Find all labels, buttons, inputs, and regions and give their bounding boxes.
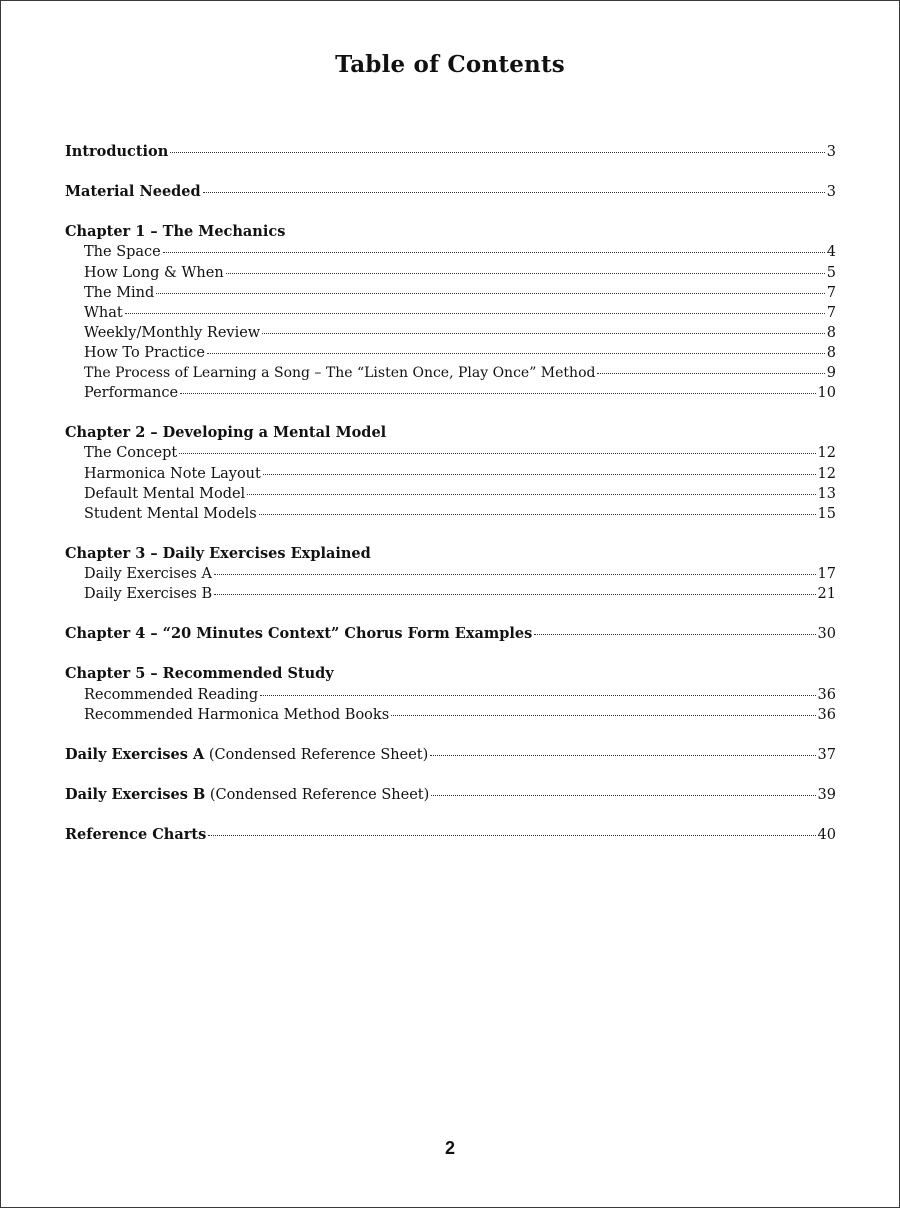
toc-entry-label: Performance — [84, 385, 179, 402]
dot-leader — [597, 373, 824, 374]
toc-page-number: 7 — [826, 284, 836, 301]
toc-page-number: 37 — [817, 746, 836, 763]
toc-entry-chapter-4[interactable] — [65, 624, 836, 644]
toc-page-number: 17 — [817, 565, 836, 582]
toc-entry-label: Material Needed — [65, 183, 201, 201]
toc-entry-label-bold: Daily Exercises A — [65, 745, 205, 763]
table-of-contents — [65, 142, 836, 845]
toc-subentry[interactable] — [65, 584, 836, 604]
toc-entry-label: Default Mental Model — [84, 485, 246, 502]
chapter-heading-label: Chapter 3 – Daily Exercises Explained — [65, 544, 371, 562]
dot-leader — [534, 634, 815, 635]
toc-page-number: 30 — [817, 626, 836, 643]
dot-leader — [260, 695, 815, 696]
dot-leader — [259, 514, 816, 515]
toc-page-number: 5 — [826, 264, 836, 281]
dot-leader — [179, 453, 815, 454]
chapter-heading-label: Chapter 2 – Developing a Mental Model — [65, 424, 387, 442]
toc-subentry[interactable] — [65, 343, 836, 363]
toc-entry-label: What — [84, 304, 123, 321]
toc-entry-label: Recommended Harmonica Method Books — [84, 706, 390, 723]
toc-page-number: 12 — [817, 465, 836, 482]
toc-entry-label: Reference Charts — [65, 826, 207, 844]
toc-subentry[interactable] — [65, 443, 836, 463]
toc-page-number: 36 — [817, 706, 836, 723]
toc-subentry[interactable] — [65, 242, 836, 262]
toc-subentry[interactable] — [65, 685, 836, 705]
toc-entry-label: How Long & When — [84, 264, 224, 281]
toc-entry-label-note: (Condensed Reference Sheet) — [209, 787, 430, 803]
toc-page-number: 8 — [826, 324, 836, 341]
toc-entry-introduction[interactable] — [65, 142, 836, 162]
dot-leader — [163, 252, 825, 253]
dot-leader — [431, 795, 815, 796]
toc-page-number: 8 — [826, 344, 836, 361]
dot-leader — [125, 313, 825, 314]
toc-entry-label — [65, 745, 428, 765]
toc-page-number: 36 — [817, 686, 836, 703]
toc-page-number: 21 — [817, 586, 836, 603]
dot-leader — [214, 594, 815, 595]
chapter-heading-label: Chapter 1 – The Mechanics — [65, 223, 286, 241]
toc-entry-label-note: (Condensed Reference Sheet) — [208, 746, 429, 763]
dot-leader — [262, 333, 825, 334]
dot-leader — [214, 574, 816, 575]
dot-leader — [156, 293, 824, 294]
toc-entry-label: How To Practice — [84, 344, 205, 361]
toc-subentry[interactable] — [65, 383, 836, 403]
toc-entry-material-needed[interactable] — [65, 182, 836, 202]
toc-entry-label: Introduction — [65, 143, 169, 160]
toc-entry-label: Chapter 4 – “20 Minutes Context” Chorus Form Examples — [65, 625, 533, 643]
toc-page-number: 13 — [817, 485, 836, 502]
toc-entry-label: Recommended Reading — [84, 686, 259, 703]
toc-subentry[interactable] — [65, 323, 836, 343]
toc-page-number: 15 — [817, 505, 836, 522]
chapter-heading-1 — [65, 222, 836, 242]
chapter-heading-2 — [65, 423, 836, 443]
dot-leader — [247, 494, 815, 495]
toc-subentry[interactable] — [65, 283, 836, 303]
page-title: Table of Contents — [335, 51, 565, 78]
toc-page-number: 40 — [817, 827, 836, 844]
chapter-heading-label: Chapter 5 – Recommended Study — [65, 665, 334, 683]
toc-page-number: 39 — [817, 787, 836, 803]
toc-entry-daily-exercises-a-sheet[interactable] — [65, 745, 836, 765]
toc-entry-label: The Process of Learning a Song – The “Listen Once, Play Once” Method — [84, 365, 596, 382]
toc-entry-label — [65, 785, 429, 805]
dot-leader — [430, 755, 815, 756]
toc-subentry[interactable] — [65, 484, 836, 504]
dot-leader — [226, 273, 825, 274]
dot-leader — [263, 474, 816, 475]
toc-page-number: 12 — [817, 445, 836, 462]
toc-page-number: 10 — [817, 385, 836, 402]
page-number: 2 — [444, 1138, 455, 1158]
chapter-heading-3 — [65, 544, 836, 564]
toc-subentry[interactable] — [65, 705, 836, 725]
toc-subentry[interactable] — [65, 263, 836, 283]
dot-leader — [170, 152, 825, 153]
chapter-heading-5 — [65, 664, 836, 684]
dot-leader — [203, 192, 825, 193]
dot-leader — [207, 353, 825, 354]
toc-entry-label-bold: Daily Exercises B — [65, 786, 206, 803]
toc-entry-label: Daily Exercises A — [84, 565, 212, 582]
toc-entry-daily-exercises-b-sheet[interactable] — [65, 785, 836, 805]
toc-page-number: 3 — [826, 184, 836, 201]
dot-leader — [208, 835, 815, 836]
toc-page-number: 9 — [826, 365, 836, 382]
toc-entry-label: Student Mental Models — [84, 505, 257, 522]
dot-leader — [180, 393, 815, 394]
toc-subentry[interactable] — [65, 464, 836, 484]
toc-page-number: 4 — [826, 244, 836, 261]
toc-entry-label: The Mind — [84, 284, 155, 301]
dot-leader — [391, 715, 815, 716]
toc-entry-label: Daily Exercises B — [84, 586, 213, 603]
toc-entry-label: The Concept — [84, 445, 178, 462]
toc-entry-label: Weekly/Monthly Review — [84, 324, 261, 341]
toc-subentry[interactable] — [65, 504, 836, 524]
toc-entry-reference-charts[interactable] — [65, 825, 836, 845]
toc-entry-label: Harmonica Note Layout — [84, 465, 261, 482]
toc-entry-label: The Space — [84, 244, 161, 261]
toc-subentry[interactable] — [65, 303, 836, 323]
toc-page-number: 7 — [826, 304, 836, 321]
toc-subentry[interactable] — [65, 363, 836, 383]
toc-subentry[interactable] — [65, 564, 836, 584]
toc-page-number: 3 — [826, 144, 836, 160]
